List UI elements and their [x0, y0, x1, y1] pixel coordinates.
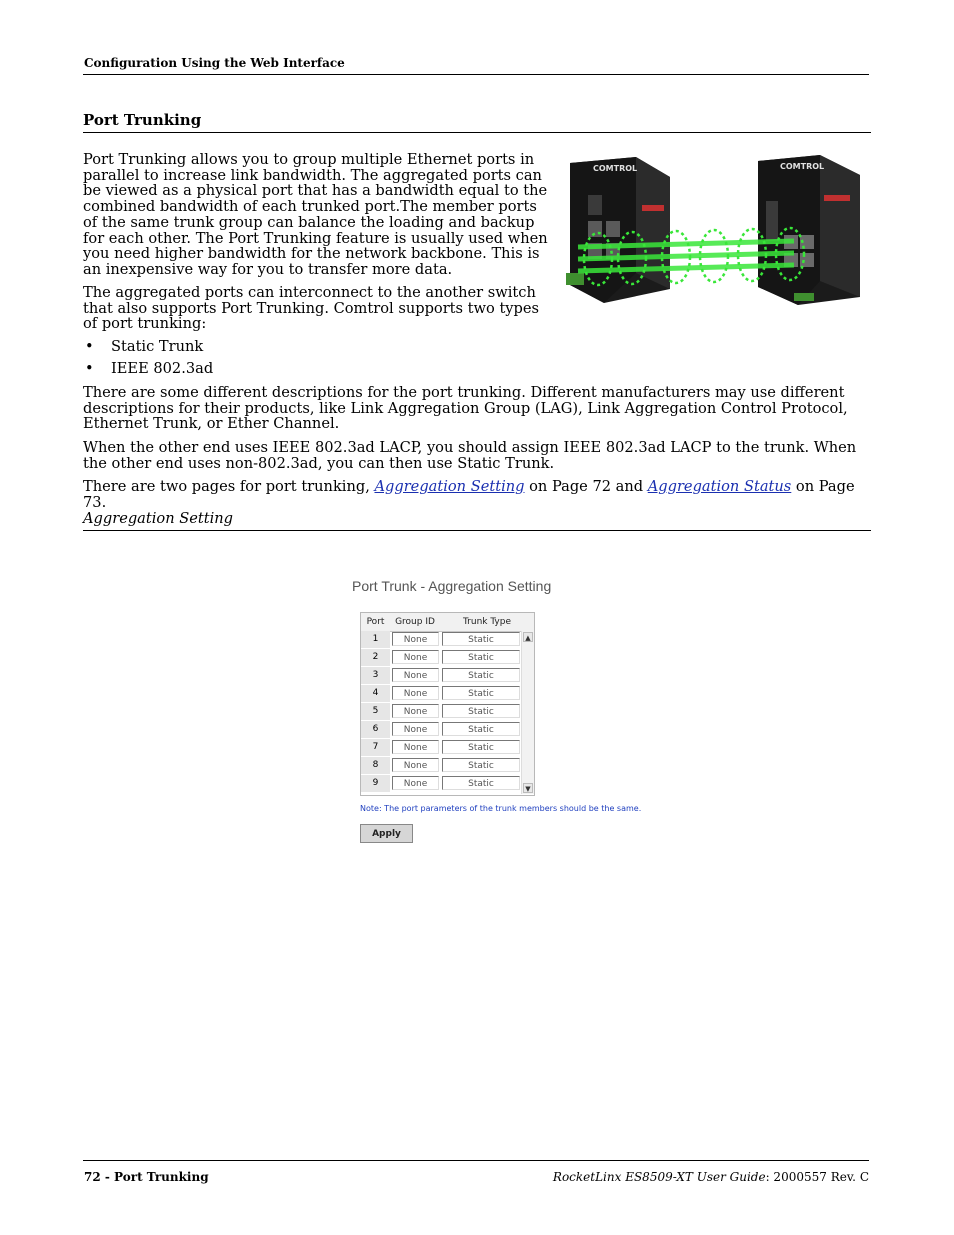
- table-row: [361, 757, 521, 775]
- table-row: [361, 721, 521, 739]
- aggregation-status-link[interactable]: Aggregation Status: [647, 478, 792, 495]
- running-header: Configuration Using the Web Interface: [84, 56, 345, 70]
- header-rule: [83, 74, 869, 75]
- list-item: • Static Trunk: [83, 339, 213, 361]
- aggregation-setting-link[interactable]: Aggregation Setting: [374, 478, 525, 495]
- list-item: • IEEE 802.3ad: [83, 361, 213, 383]
- port-number: 6: [361, 721, 390, 739]
- table-row: [361, 631, 521, 649]
- table-row: [361, 667, 521, 685]
- port-number: 8: [361, 757, 390, 775]
- group-id-field[interactable]: None: [392, 776, 439, 790]
- group-id-field[interactable]: None: [392, 632, 439, 646]
- aggregation-setting-title: Port Trunk - Aggregation Setting: [352, 578, 552, 594]
- group-id-field[interactable]: None: [392, 740, 439, 754]
- group-id-field[interactable]: None: [392, 722, 439, 736]
- trunk-type-field[interactable]: Static: [442, 704, 520, 718]
- group-id-field[interactable]: None: [392, 650, 439, 664]
- table-row: [361, 775, 521, 793]
- table-row: [361, 685, 521, 703]
- port-number: 5: [361, 703, 390, 721]
- table-row: [361, 739, 521, 757]
- descriptions-paragraph: There are some different descriptions for the port trunking. Different manufacturers may use different descriptions for their products, like Link Aggregation Group (LAG), Link Aggregation Control Protocol, Ethernet Trunk, or Ether Channel.: [83, 384, 848, 433]
- footer-doc-label: RocketLinx ES8509-XT User Guide: 2000557 Rev. C: [552, 1170, 869, 1184]
- column-header-trunk-type: Trunk Type: [440, 613, 534, 632]
- switch-trunk-photo: [558, 155, 864, 307]
- port-number: 3: [361, 667, 390, 685]
- scroll-down-icon[interactable]: ▼: [523, 783, 533, 793]
- trunk-type-field[interactable]: Static: [442, 668, 520, 682]
- trunk-type-field[interactable]: Static: [442, 776, 520, 790]
- trunk-type-field[interactable]: Static: [442, 650, 520, 664]
- group-id-field[interactable]: None: [392, 668, 439, 682]
- apply-button[interactable]: Apply: [360, 824, 413, 843]
- trunk-type-field[interactable]: Static: [442, 722, 520, 736]
- port-number: 9: [361, 775, 390, 793]
- left-brand-label: COMTROL: [593, 164, 638, 173]
- right-switch-image: [758, 155, 860, 305]
- port-number: 7: [361, 739, 390, 757]
- intro-paragraph: Port Trunking allows you to group multiple Ethernet ports in parallel to increase link bandwidth. The aggregated ports can be viewed as a physical port that has a bandwidth equal to the combined bandwidth of each trunked port.The member ports of the same trunk group can balance the loading and backup for each other. The Port Trunking feature is usually used when you need higher bandwidth for the network backbone. This is an inexpensive way for you to transfer more data.: [83, 151, 548, 278]
- column-header-group-id: Group ID: [390, 613, 440, 632]
- aggregation-table: [360, 612, 535, 796]
- trunk-note: Note: The port parameters of the trunk members should be the same.: [360, 804, 642, 813]
- port-number: 1: [361, 631, 390, 649]
- group-id-field[interactable]: None: [392, 686, 439, 700]
- left-switch-image: [566, 157, 670, 303]
- group-id-field[interactable]: None: [392, 704, 439, 718]
- trunk-type-field[interactable]: Static: [442, 632, 520, 646]
- section-rule: [83, 132, 871, 133]
- pages-paragraph: There are two pages for port trunking, Aggregation Setting on Page 72 and Aggregation Status on Page 73.: [83, 478, 855, 511]
- interconnect-paragraph: The aggregated ports can interconnect to the another switch that also supports Port Trunking. Comtrol supports two types of port trunking:: [83, 284, 540, 333]
- right-brand-label: COMTROL: [780, 162, 825, 171]
- port-number: 4: [361, 685, 390, 703]
- footer-page-label: 72 - Port Trunking: [84, 1170, 209, 1184]
- table-scrollbar[interactable]: [521, 631, 534, 794]
- footer-rule: [83, 1160, 869, 1161]
- table-row: [361, 703, 521, 721]
- trunk-type-field[interactable]: Static: [442, 740, 520, 754]
- trunk-type-list: [83, 339, 213, 383]
- subsection-rule: [83, 530, 871, 531]
- column-header-port: Port: [361, 613, 390, 632]
- port-number: 2: [361, 649, 390, 667]
- table-row: [361, 649, 521, 667]
- subsection-title: Aggregation Setting: [83, 510, 234, 527]
- trunk-type-field[interactable]: Static: [442, 686, 520, 700]
- section-title: Port Trunking: [83, 111, 202, 129]
- scroll-up-icon[interactable]: ▲: [523, 632, 533, 642]
- group-id-field[interactable]: None: [392, 758, 439, 772]
- trunk-type-field[interactable]: Static: [442, 758, 520, 772]
- lacp-paragraph: When the other end uses IEEE 802.3ad LACP, you should assign IEEE 802.3ad LACP to the trunk. When the other end uses non-802.3ad, you can then use Static Trunk.: [83, 439, 857, 472]
